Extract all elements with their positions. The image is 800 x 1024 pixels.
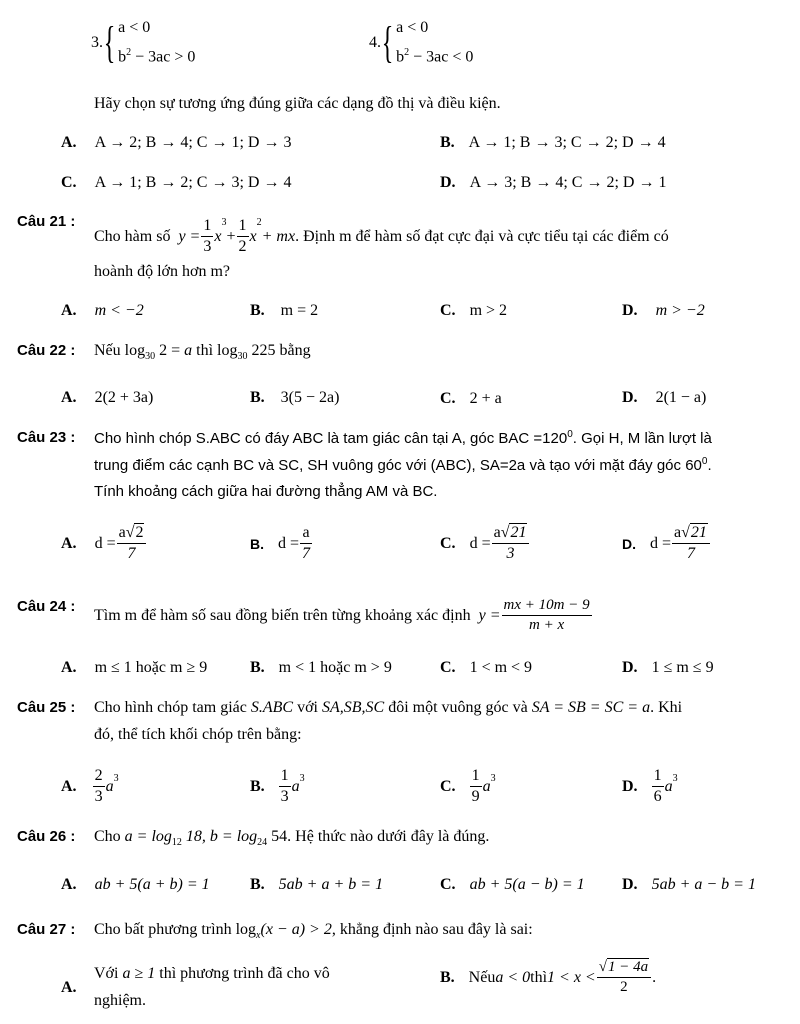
math-fragment: 3 <box>94 788 103 805</box>
math-fragment: a√21 <box>492 525 530 544</box>
brace-icon: { <box>103 17 116 67</box>
math-fragment: . Khi <box>650 699 683 716</box>
question-label: Câu 26 : <box>17 828 76 845</box>
option-label: D. <box>622 777 638 795</box>
math-fragment: − 3ac > 0 <box>131 48 196 66</box>
option-text: 2(2 + 3a) <box>94 389 154 406</box>
math-fragment: 1 <box>201 218 213 237</box>
option-label: D. <box>622 302 638 319</box>
math-fragment: b <box>396 48 405 66</box>
math-fragment: log <box>124 342 146 359</box>
math-fragment <box>396 20 473 65</box>
option-text: A → 2; B → 4; C → 1; D → 3 <box>94 134 292 151</box>
math-fragment: 12 <box>171 837 182 849</box>
fraction <box>492 525 530 562</box>
math-fragment: a <box>482 777 491 795</box>
q21-option-d[interactable] <box>622 303 705 319</box>
question-label: Câu 25 : <box>17 699 76 716</box>
fraction <box>93 768 105 805</box>
math-fragment: Hệ thức nào dưới đây là đúng. <box>291 828 490 845</box>
math-fragment: S.ABC <box>250 699 294 716</box>
question-label: Câu 21 : <box>17 213 76 230</box>
condition-row <box>396 48 473 65</box>
option-label: C. <box>440 777 456 795</box>
math-fragment: thì phương trình đã cho vô <box>155 965 330 982</box>
math-fragment: 21 <box>510 524 527 541</box>
math-fragment: 225 <box>247 342 280 359</box>
math-fragment: x <box>214 227 222 245</box>
option-text: d = <box>278 534 300 552</box>
option-label: D. <box>440 174 456 191</box>
option-label: D. <box>622 876 638 893</box>
q23-option-d[interactable] <box>622 525 711 562</box>
q24-option-c[interactable] <box>440 660 532 676</box>
math-fragment: 1 <box>279 768 291 787</box>
math-fragment: 6 <box>653 788 662 805</box>
option-label: D. <box>622 659 638 676</box>
period: . <box>652 968 657 986</box>
math-fragment <box>369 17 474 67</box>
q20-option-a[interactable] <box>61 135 291 151</box>
math-fragment: 2 <box>620 979 628 995</box>
option-text: d = <box>650 534 672 552</box>
math-fragment: , khẳng định nào sau đây là sai: <box>331 921 533 938</box>
math-fragment: 2 = <box>155 342 185 359</box>
math-fragment: x <box>256 930 261 942</box>
math-fragment: y = <box>478 606 501 624</box>
math-fragment: a = log <box>124 828 172 845</box>
option-text: d = <box>94 534 116 552</box>
q26-option-d[interactable] <box>622 877 756 893</box>
option-label: B. <box>440 968 455 986</box>
option-text: 2 + a <box>469 390 502 407</box>
math-fragment: Tìm m để hàm số sau đồng biến trên từng khoảng xác định <box>94 606 471 624</box>
option-label: A. <box>61 659 77 676</box>
math-fragment: 0 <box>701 456 708 467</box>
option-label: B. <box>250 659 265 676</box>
q21-option-a[interactable] <box>61 303 144 319</box>
q25-stem-line1 <box>94 700 682 716</box>
math-fragment: 7 <box>302 545 311 562</box>
option-label: A. <box>61 389 77 406</box>
q23-stem-line2 <box>94 457 712 473</box>
brace-icon: { <box>381 17 394 67</box>
option-text: 5ab + a − b = 1 <box>651 876 756 893</box>
math-fragment: trung điểm các cạnh BC và SC, SH vuông góc với (ABC), SA=2a và tạo với mặt đáy góc 60 <box>94 457 702 474</box>
math-fragment: SA,SB,SC <box>321 699 385 716</box>
math-fragment <box>237 218 249 255</box>
q26-stem <box>94 829 489 848</box>
option-text: A → 1; B → 2; C → 3; D → 4 <box>94 174 292 191</box>
q21-stem-line2: hoành độ lớn hơn m? <box>94 263 231 280</box>
q22-option-d[interactable] <box>622 390 706 406</box>
q26-option-c[interactable] <box>440 877 585 893</box>
math-fragment: 3 <box>113 773 119 784</box>
option-label: B. <box>250 777 265 795</box>
math-fragment: . <box>707 457 712 474</box>
option-label: C. <box>440 659 456 676</box>
math-fragment: log <box>217 342 238 359</box>
math-fragment: a <box>300 525 311 544</box>
math-fragment: Nếu <box>94 342 125 359</box>
option-math: a < 0 <box>495 968 531 986</box>
option-text: m > 2 <box>469 302 508 319</box>
fraction <box>470 768 482 805</box>
q25-option-c[interactable] <box>440 768 496 805</box>
math-fragment: thì <box>192 342 218 359</box>
condition-3 <box>91 17 196 67</box>
option-text: 1 ≤ m ≤ 9 <box>651 659 714 676</box>
math-fragment <box>118 20 195 65</box>
math-fragment: Cho bất phương trình <box>94 921 236 938</box>
option-text: Nếu <box>468 968 496 986</box>
fraction <box>672 525 710 562</box>
math-fragment: 2 <box>404 47 410 58</box>
math-fragment: 2 <box>256 217 262 228</box>
math-fragment: 1 <box>237 218 249 237</box>
option-text: A → 1; B → 3; C → 2; D → 4 <box>468 134 666 151</box>
option-text: 5ab + a + b = 1 <box>278 876 384 893</box>
math-fragment: 7 <box>127 545 136 562</box>
math-fragment: x <box>249 227 257 245</box>
question-label: Câu 24 : <box>17 598 76 615</box>
option-text: A → 3; B → 4; C → 2; D → 1 <box>469 174 667 191</box>
q20-option-d[interactable] <box>440 175 666 191</box>
q24-option-d[interactable] <box>622 660 714 676</box>
math-fragment: a ≥ 1 <box>122 965 156 982</box>
q24-option-a[interactable] <box>61 660 207 676</box>
math-fragment: − 3ac < 0 <box>409 48 474 66</box>
option-label: D. <box>622 389 638 406</box>
math-fragment: với <box>293 699 322 716</box>
option-label: C. <box>61 174 77 191</box>
math-fragment: √1 − 4a <box>597 960 651 978</box>
math-fragment: 24 <box>257 837 268 849</box>
math-fragment: a <box>105 777 114 795</box>
math-fragment: 2 <box>126 47 132 58</box>
math-fragment: 1 <box>470 768 482 787</box>
math-fragment: 7 <box>686 545 695 562</box>
option-label: A. <box>61 302 77 319</box>
option-label: B. <box>250 876 265 893</box>
q22-option-a[interactable] <box>61 390 153 406</box>
q25-stem-line2: đó, thể tích khối chóp trên bằng: <box>94 726 302 743</box>
condition-row: a < 0 <box>396 19 429 36</box>
q21-option-b[interactable] <box>250 303 318 319</box>
q26-option-b[interactable] <box>250 877 383 893</box>
q26-option-a[interactable] <box>61 877 210 893</box>
q25-option-d[interactable] <box>622 768 678 805</box>
condition-4 <box>369 17 474 67</box>
math-fragment: a <box>493 524 501 541</box>
math-fragment: 3 <box>490 773 496 784</box>
question-label: Câu 27 : <box>17 921 76 938</box>
math-fragment: Cho hình chóp S.ABC có đáy ABC là tam giác cân tại A, góc BAC =120 <box>94 430 568 447</box>
fraction <box>279 768 291 805</box>
math-fragment: + <box>226 227 236 245</box>
math-fragment: Cho <box>94 828 125 845</box>
fraction <box>300 525 312 562</box>
math-fragment: (x − a) > 2 <box>260 921 332 938</box>
option-label: B. <box>250 302 265 319</box>
option-label: C. <box>440 302 456 319</box>
math-fragment <box>91 17 196 67</box>
math-fragment: 1 − 4a <box>607 959 649 975</box>
q20-instruction: Hãy chọn sự tương ứng đúng giữa các dạng đồ thị và điều kiện. <box>94 95 501 112</box>
q27-stem <box>94 922 533 941</box>
option-text: nghiệm. <box>94 992 146 1009</box>
math-fragment: bằng <box>279 342 311 359</box>
math-fragment: b <box>118 48 127 66</box>
q20-option-b[interactable] <box>440 135 666 151</box>
math-fragment: a√21 <box>672 525 710 544</box>
q24-option-b[interactable] <box>250 660 392 676</box>
option-text: 3(5 − 2a) <box>280 389 340 406</box>
math-fragment: Cho hình chóp tam giác <box>94 699 251 716</box>
math-fragment: 3 <box>280 788 289 805</box>
option-math: 1 < x < <box>547 968 596 986</box>
math-fragment: a√2 <box>117 525 147 544</box>
math-fragment: 30 <box>145 351 156 363</box>
option-label: B. <box>440 134 455 151</box>
option-text: 2(1 − a) <box>655 389 707 406</box>
fraction <box>502 598 592 633</box>
fraction <box>597 960 651 995</box>
q22-option-c[interactable] <box>440 391 502 407</box>
math-fragment: 3 <box>299 773 305 784</box>
option-label: A. <box>61 534 77 552</box>
math-fragment: 18, b = log <box>181 828 258 845</box>
q22-stem <box>94 343 311 362</box>
option-label: D. <box>622 535 636 552</box>
option-text: ab + 5(a + b) = 1 <box>94 876 210 893</box>
math-fragment: 3 <box>203 238 212 255</box>
option-text: thì <box>530 968 548 986</box>
q22-option-b[interactable] <box>250 390 339 406</box>
condition-number: 3. <box>91 33 103 51</box>
math-fragment: m + x <box>528 617 565 633</box>
option-label: B. <box>250 535 264 552</box>
math-fragment: 2 <box>93 768 105 787</box>
option-text: m < 1 hoặc m > 9 <box>278 659 392 676</box>
math-fragment: a <box>291 777 300 795</box>
q23-option-c[interactable] <box>440 525 530 562</box>
option-text: m = 2 <box>280 302 319 319</box>
q27-option-b[interactable] <box>440 960 656 995</box>
question-label: Câu 23 : <box>17 429 76 446</box>
math-fragment: . Gọi H, M lần lượt là <box>572 430 712 447</box>
math-fragment: a <box>674 524 682 541</box>
option-label: A. <box>61 134 77 151</box>
math-fragment: a <box>664 777 673 795</box>
condition-row: a < 0 <box>118 19 151 36</box>
math-fragment: 0 <box>567 429 573 440</box>
math-fragment: đôi một vuông góc và <box>384 699 532 716</box>
math-fragment: 21 <box>690 524 707 541</box>
math-fragment: SA = SB = SC = a <box>531 699 651 716</box>
math-fragment: 2 <box>238 238 247 255</box>
option-text: m < −2 <box>94 302 144 319</box>
math-fragment: 2 <box>135 524 144 541</box>
option-text: m > −2 <box>655 302 705 319</box>
condition-number: 4. <box>369 33 381 51</box>
q25-option-a[interactable] <box>61 768 119 805</box>
fraction <box>652 768 664 805</box>
option-label: C. <box>440 390 456 407</box>
math-fragment: 9 <box>471 788 480 805</box>
math-fragment: log <box>235 921 257 938</box>
q24-stem <box>94 598 593 633</box>
math-fragment: 3 <box>221 217 227 228</box>
math-fragment: 30 <box>237 351 248 363</box>
math-fragment: y = <box>178 227 201 245</box>
q23-option-b[interactable] <box>250 525 313 562</box>
math-fragment: a <box>184 342 193 359</box>
option-text: m ≤ 1 hoặc m ≥ 9 <box>94 659 208 676</box>
q20-option-c[interactable] <box>61 175 291 191</box>
q21-option-c[interactable] <box>440 303 507 319</box>
math-fragment: 3 <box>506 545 515 562</box>
option-label: C. <box>440 534 456 552</box>
math-fragment: 1 <box>652 768 664 787</box>
option-label: A. <box>61 979 77 996</box>
q23-option-a[interactable] <box>61 525 147 562</box>
option-text <box>94 966 330 982</box>
option-label: A. <box>61 876 77 893</box>
math-fragment <box>201 218 213 255</box>
option-text: 1 < m < 9 <box>469 659 533 676</box>
math-fragment: Cho hàm số <box>94 227 171 245</box>
math-fragment: . Định m để hàm số đạt cực đại và cực tiểu tại các điểm có <box>295 227 669 245</box>
option-label: A. <box>61 777 77 795</box>
q25-option-b[interactable] <box>250 768 305 805</box>
option-label: B. <box>250 389 265 406</box>
q23-stem-line3: Tính khoảng cách giữa hai đường thẳng AM và BC. <box>94 483 438 500</box>
option-text: d = <box>469 534 491 552</box>
condition-row <box>118 48 195 65</box>
math-fragment: Với <box>94 965 123 982</box>
q23-stem-line1 <box>94 430 712 446</box>
math-fragment: a <box>118 524 126 541</box>
q21-stem <box>94 218 669 255</box>
option-text: ab + 5(a − b) = 1 <box>469 876 585 893</box>
fraction <box>117 525 147 562</box>
math-fragment: + mx <box>261 227 296 245</box>
question-label: Câu 22 : <box>17 342 76 359</box>
math-fragment: 54. <box>267 828 292 845</box>
option-label: C. <box>440 876 456 893</box>
math-fragment: 3 <box>672 773 678 784</box>
math-fragment: mx + 10m − 9 <box>502 598 592 616</box>
